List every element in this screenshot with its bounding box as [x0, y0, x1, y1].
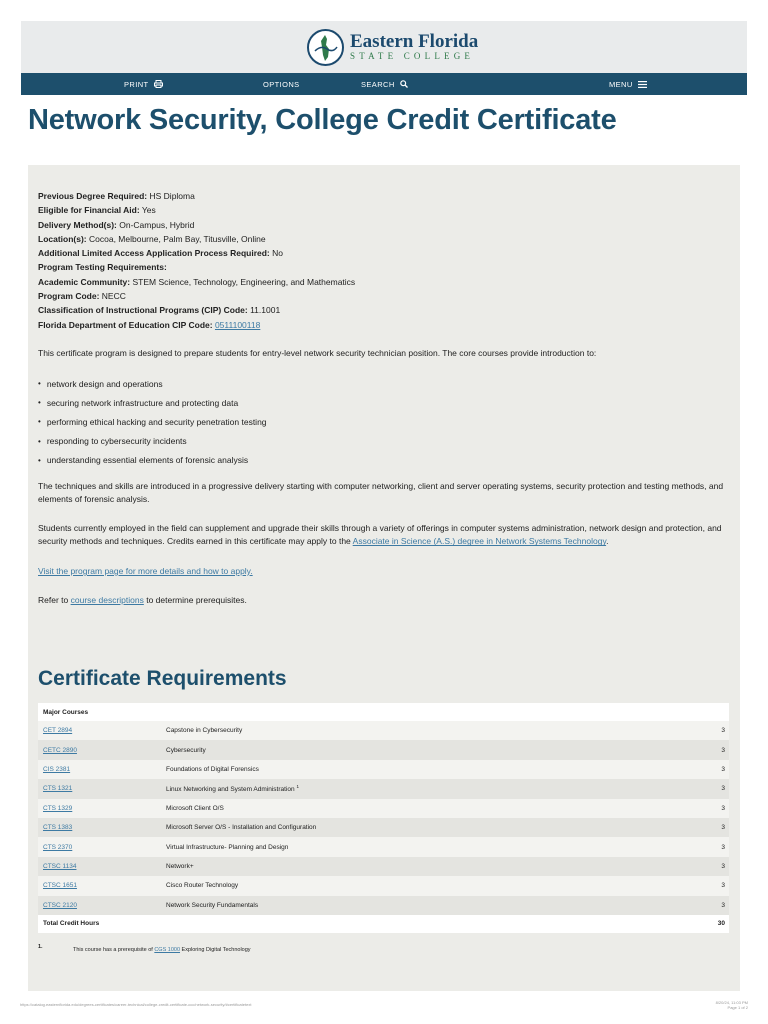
course-title: Linux Networking and System Administration $^1$ [166, 784, 299, 794]
fact-cip-code: Classification of Instructional Programs (CIP) Code: 11.1001 [38, 305, 281, 316]
fact-locations: Location(s): Cocoa, Melbourne, Palm Bay, Titusville, Online [38, 233, 266, 244]
as-degree-link[interactable]: Associate in Science (A.S.) degree in Network Systems Technology [352, 536, 607, 547]
certificate-requirements-title: Certificate Requirements [38, 667, 287, 690]
table-row [38, 721, 729, 740]
fact-previous-degree: Previous Degree Required: HS Diploma [38, 191, 195, 201]
course-credits: 3 [721, 882, 725, 890]
list-item: • responding to cybersecurity incidents [38, 432, 267, 451]
fldoe-cip-link[interactable]: 0511100118 [214, 319, 261, 330]
logo-text [350, 32, 478, 62]
footnote-mark: 1. [38, 944, 43, 950]
refer-paragraph: Refer to course descriptions to determine prerequisites. [38, 595, 247, 605]
course-title: Microsoft Server O/S - Installation and Configuration [166, 824, 317, 832]
table-row [38, 799, 729, 818]
course-code-link[interactable]: CTS 1329 [43, 804, 73, 812]
course-descriptions-link[interactable]: course descriptions [70, 595, 144, 605]
search-button[interactable] [361, 73, 408, 95]
footnote-text: This course has a prerequisite of CGS 1000 Exploring Digital Technology [73, 947, 251, 953]
table-row [38, 740, 729, 759]
course-credits: 3 [721, 804, 725, 812]
fact-fldoe-cip-code: Florida Department of Education CIP Code: 0511100118 [38, 319, 261, 330]
techniques-paragraph: The techniques and skills are introduced in a progressive delivery starting with computer networking, client and server operating systems, security protection and testing methods, and elements of forensic analysis. [38, 481, 724, 505]
intro-text: This certificate program is designed to prepare students for entry-level network security technician position. The core courses provide introduction to: [38, 348, 597, 358]
page-title: Network Security, College Credit Certificate [28, 104, 617, 136]
printer-icon [154, 80, 163, 88]
course-code-link[interactable]: CET 2894 [43, 727, 73, 735]
main-navbar [21, 73, 747, 95]
fact-academic-community: Academic Community: STEM Science, Technology, Engineering, and Mathematics [38, 276, 356, 287]
course-title: Microsoft Client O/S [166, 804, 224, 812]
fact-testing-requirements: Program Testing Requirements: [38, 262, 167, 273]
program-facts [38, 189, 355, 332]
table-row [38, 760, 729, 779]
college-seal-icon [307, 29, 344, 66]
site-header [21, 21, 747, 73]
total-label: Total Credit Hours [43, 920, 100, 928]
course-code-link[interactable]: CTSC 2120 [43, 901, 77, 909]
print-button[interactable] [124, 73, 163, 95]
table-row [38, 896, 729, 915]
course-title: Network+ [166, 862, 194, 870]
fact-delivery-method: Delivery Method(s): On-Campus, Hybrid [38, 219, 195, 230]
table-row [38, 876, 729, 895]
logo-subtitle: STATE COLLEGE [350, 51, 475, 61]
search-icon [400, 80, 408, 88]
course-title: Capstone in Cybersecurity [166, 727, 243, 735]
course-credits: 3 [721, 843, 725, 851]
list-item: • understanding essential elements of forensic analysis [38, 451, 267, 470]
table-row [38, 857, 729, 876]
course-code-link[interactable]: CTS 2370 [43, 843, 73, 851]
program-page-link[interactable]: Visit the program page for more details and how to apply. [38, 566, 253, 576]
course-title: Network Security Fundamentals [166, 901, 259, 909]
course-credits: 3 [721, 901, 725, 909]
list-item: • network design and operations [38, 374, 267, 393]
menu-button[interactable] [609, 73, 647, 95]
requirements-table [38, 703, 729, 933]
course-credits: 3 [721, 785, 725, 793]
course-code-link[interactable]: CTSC 1134 [43, 862, 77, 870]
hamburger-icon [638, 81, 647, 88]
course-code-link[interactable]: CTS 1383 [43, 824, 73, 832]
table-row [38, 818, 729, 837]
fact-program-code: Program Code: NECC [38, 291, 126, 302]
students-paragraph: Students currently employed in the field can supplement and upgrade their skills through a variety of offerings in computer systems administration, network design and protection, and security methods and techniques. Credits earned in this certificate may apply to the Associate in Science (A.S.) degree in Network Systems Technology. [38, 523, 722, 547]
cgs-1000-link[interactable]: CGS 1000 [154, 947, 181, 953]
print-date: 8/20/24, 11:03 PM [715, 1000, 748, 1005]
page-number: Page 1 of 2 [727, 1005, 748, 1010]
table-header: Major Courses [38, 703, 729, 721]
logo-name: Eastern Florida [350, 31, 479, 52]
search-label: SEARCH [361, 79, 395, 89]
total-value: 30 [717, 920, 725, 928]
fact-limited-access: Additional Limited Access Application Process Required: No [38, 248, 283, 259]
program-content [28, 165, 740, 991]
topics-list [38, 374, 267, 470]
options-button[interactable] [263, 73, 300, 95]
course-title: Foundations of Digital Forensics [166, 765, 259, 773]
course-credits: 3 [721, 862, 725, 870]
course-code-link[interactable]: CTS 1321 [43, 785, 73, 793]
footnote-ref[interactable]: 1 [296, 784, 299, 790]
page-url: https://catalog.easternflorida.edu/degrees-certificates/career-technical/college-credit-certificate-ccc/network-security/#certificatetext [20, 1002, 252, 1007]
list-item: • securing network infrastructure and protecting data [38, 393, 267, 412]
college-logo[interactable] [307, 27, 487, 67]
print-meta [716, 1000, 748, 1010]
program-page-paragraph [38, 565, 730, 578]
course-credits: 3 [721, 765, 725, 773]
course-code-link[interactable]: CETC 2890 [43, 746, 77, 754]
course-title: Virtual Infrastructure- Planning and Design [166, 843, 289, 851]
table-row [38, 837, 729, 856]
list-item: • performing ethical hacking and security penetration testing [38, 412, 267, 431]
course-code-link[interactable]: CTSC 1651 [43, 882, 77, 890]
print-label: PRINT [124, 79, 149, 89]
course-code-link[interactable]: CIS 2381 [43, 765, 71, 773]
menu-label: MENU [609, 79, 633, 89]
fact-financial-aid: Eligible for Financial Aid: Yes [38, 205, 156, 216]
table-body [38, 721, 729, 915]
options-label: OPTIONS [263, 79, 300, 89]
course-title: Cisco Router Technology [166, 882, 239, 890]
course-credits: 3 [721, 746, 725, 754]
table-row [38, 779, 729, 798]
total-credit-hours-row [38, 915, 729, 933]
course-title: Cybersecurity [166, 746, 206, 754]
course-credits: 3 [721, 824, 725, 832]
course-credits: 3 [721, 727, 725, 735]
